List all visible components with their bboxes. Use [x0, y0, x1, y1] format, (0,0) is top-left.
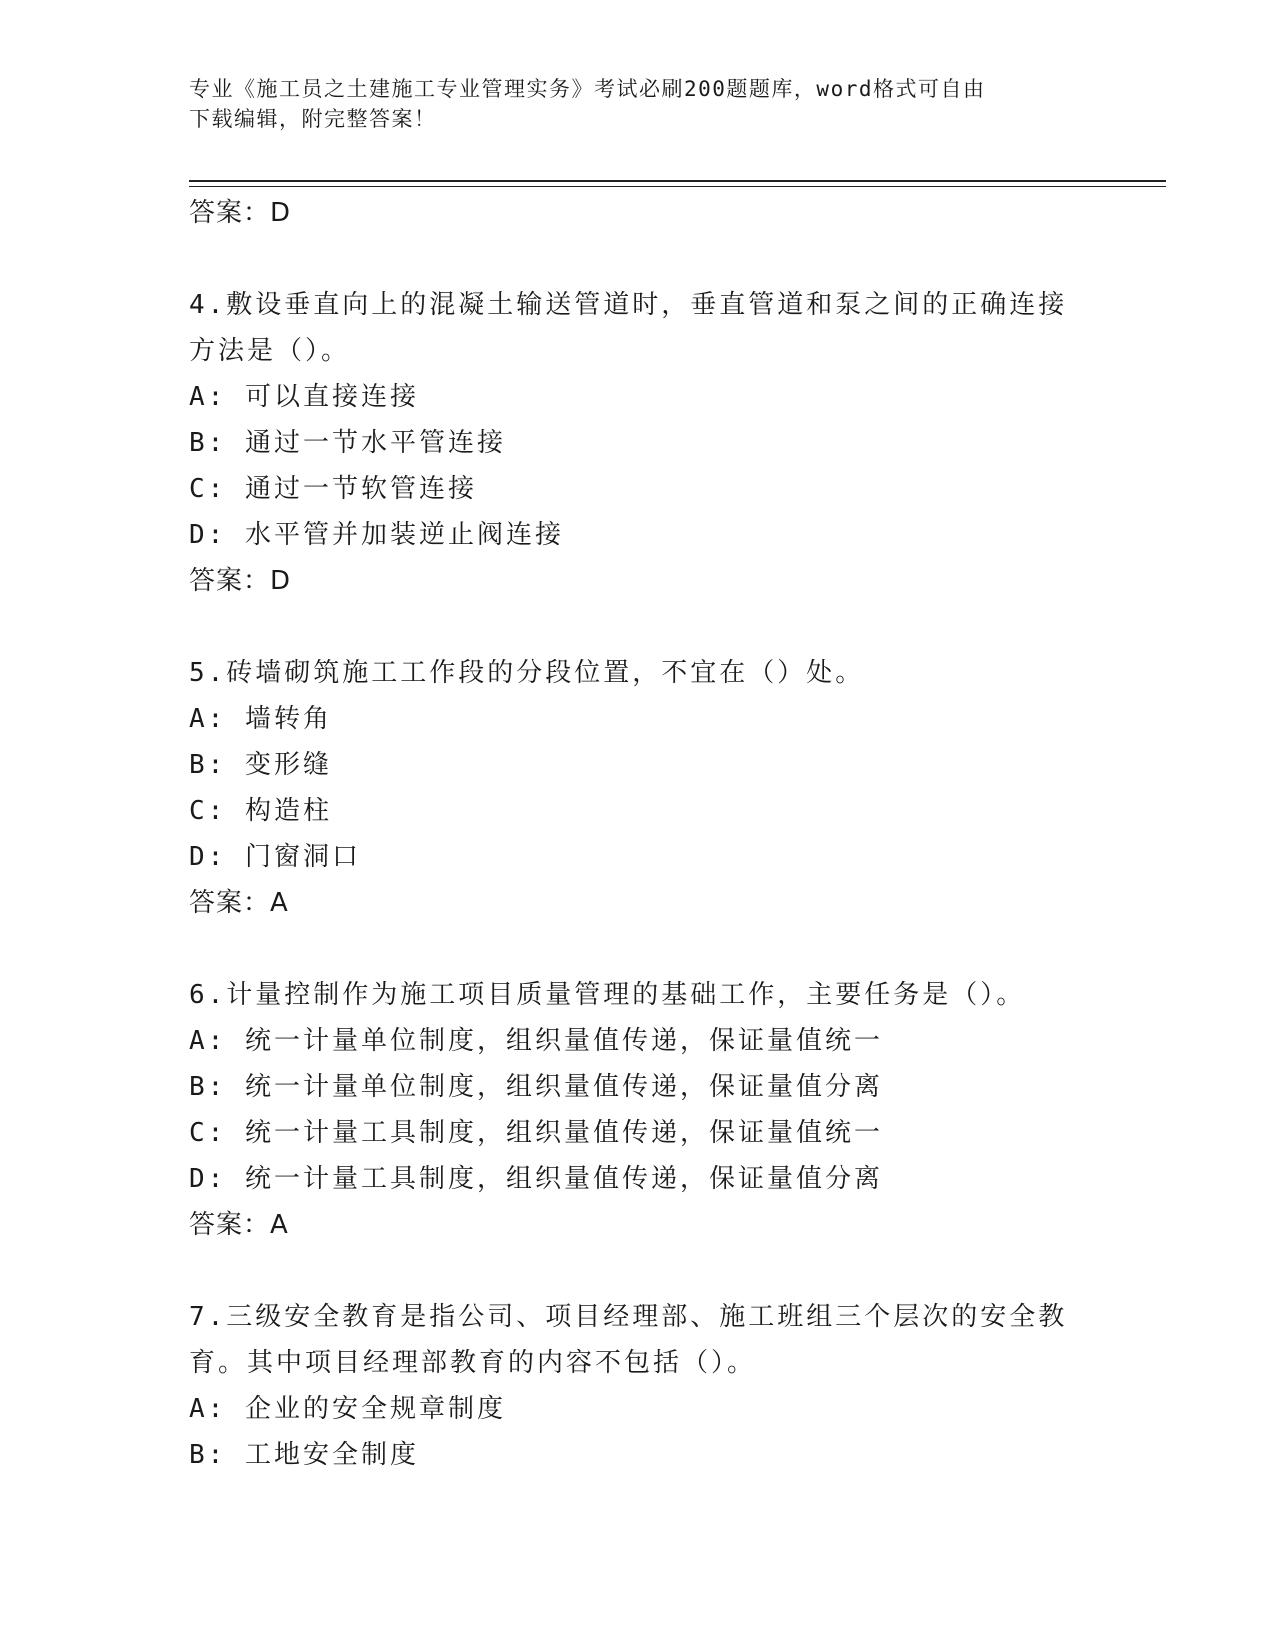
header-line-2: 下载编辑，附完整答案！: [189, 107, 437, 131]
question-4-option-d: D: 水平管并加装逆止阀连接: [189, 520, 564, 550]
question-4-option-b: B: 通过一节水平管连接: [189, 428, 506, 458]
question-5-option-c: C: 构造柱: [189, 796, 332, 826]
question-4-option-c: C: 通过一节软管连接: [189, 474, 477, 504]
question-5-answer: 答案：A: [189, 888, 289, 918]
question-7: [189, 1294, 1089, 1478]
question-5-stem-1: 5.砖墙砌筑施工工作段的分段位置，不宜在（）处。: [189, 658, 865, 688]
question-6: [189, 972, 1089, 1248]
question-5: [189, 650, 1089, 926]
question-4-stem-2: 方法是（）。: [189, 336, 351, 366]
question-6-option-a: A: 统一计量单位制度，组织量值传递，保证量值统一: [189, 1026, 883, 1056]
spacer: [189, 1248, 1089, 1294]
question-7-stem-2: 育。其中项目经理部教育的内容不包括（）。: [189, 1348, 757, 1378]
question-5-option-b: B: 变形缝: [189, 750, 332, 780]
question-5-option-a: A: 墙转角: [189, 704, 332, 734]
document-header: [189, 74, 1089, 134]
question-list: [189, 190, 1089, 1478]
header-line-1: 专业《施工员之土建施工专业管理实务》考试必刷200题题库，word格式可自由: [189, 77, 986, 101]
spacer: [189, 604, 1089, 650]
question-5-option-d: D: 门窗洞口: [189, 842, 361, 872]
question-6-option-d: D: 统一计量工具制度，组织量值传递，保证量值分离: [189, 1164, 883, 1194]
question-6-answer: 答案：A: [189, 1210, 289, 1240]
question-6-stem-1: 6.计量控制作为施工项目质量管理的基础工作，主要任务是（）。: [189, 980, 1026, 1010]
question-7-option-b: B: 工地安全制度: [189, 1440, 419, 1470]
question-4-stem-1: 4.敷设垂直向上的混凝土输送管道时，垂直管道和泵之间的正确连接: [189, 290, 1068, 320]
question-4-answer: 答案：D: [189, 566, 292, 596]
question-7-option-a: A: 企业的安全规章制度: [189, 1394, 506, 1424]
question-6-option-c: C: 统一计量工具制度，组织量值传递，保证量值统一: [189, 1118, 883, 1148]
question-4: [189, 282, 1089, 604]
question-4-option-a: A: 可以直接连接: [189, 382, 419, 412]
spacer: [189, 236, 1089, 282]
answer-q3: 答案：D: [189, 198, 292, 228]
spacer: [189, 926, 1089, 972]
question-6-option-b: B: 统一计量单位制度，组织量值传递，保证量值分离: [189, 1072, 883, 1102]
question-7-stem-1: 7.三级安全教育是指公司、项目经理部、施工班组三个层次的安全教: [189, 1302, 1068, 1332]
header-rule-thick: [189, 180, 1166, 182]
header-rule-thin: [189, 186, 1166, 187]
